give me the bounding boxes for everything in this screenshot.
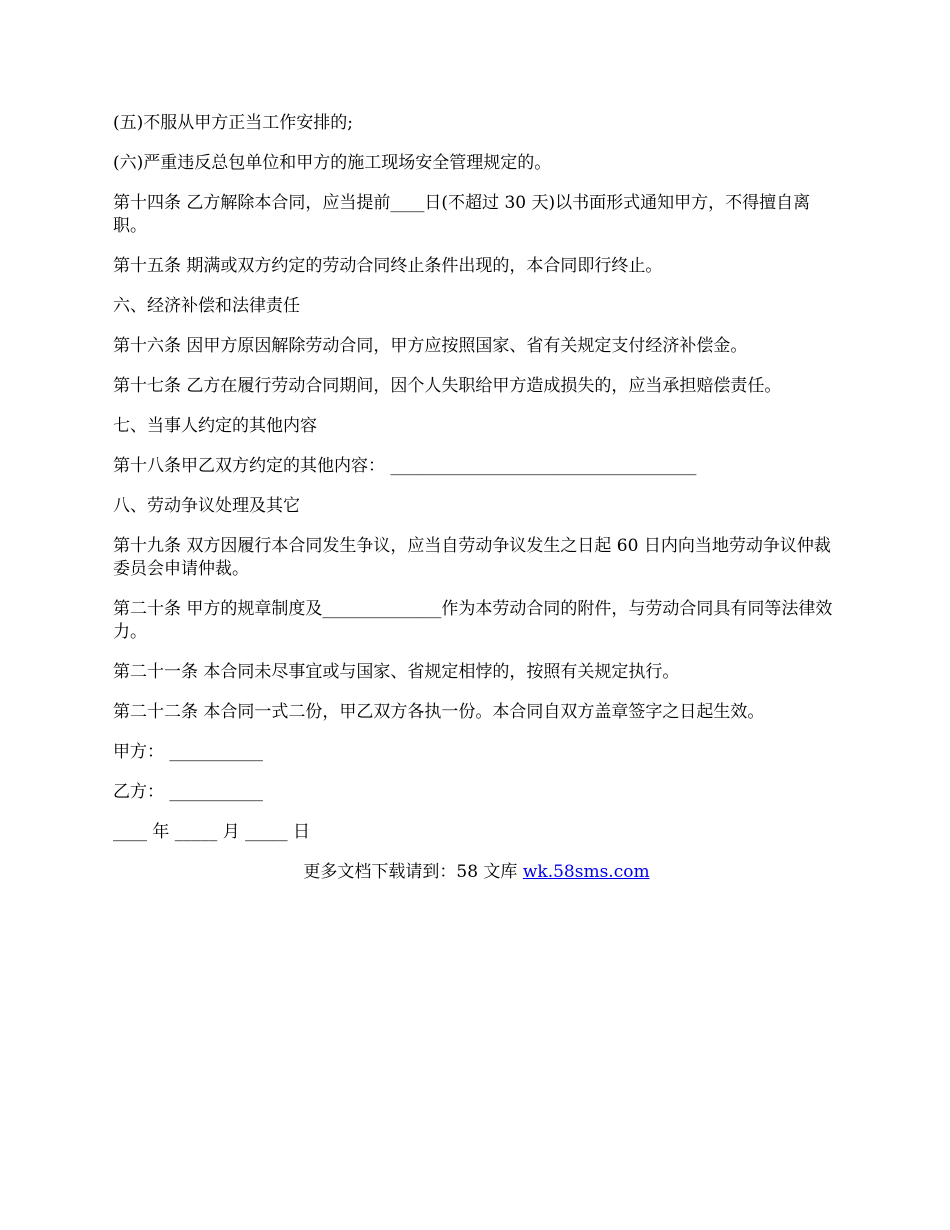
article-19: 第十九条 双方因履行本合同发生争议，应当自劳动争议发生之日起 60 日内向当地劳动争议仲裁委员会申请仲裁。 [113, 536, 831, 579]
article-17: 第十七条 乙方在履行劳动合同期间，因个人失职给甲方造成损失的，应当承担赔偿责任。 [113, 376, 782, 396]
clause-item-6: (六)严重违反总包单位和甲方的施工现场安全管理规定的。 [113, 153, 552, 173]
section-heading-7: 七、当事人约定的其他内容 [113, 416, 317, 436]
article-20: 第二十条 甲方的规章制度及______________作为本劳动合同的附件，与劳动合同具有同等法律效力。 [113, 599, 833, 642]
document-body [113, 112, 840, 901]
date-line: ____ 年 _____ 月 _____ 日 [113, 822, 311, 842]
article-22: 第二十二条 本合同一式二份，甲乙双方各执一份。本合同自双方盖章签字之日起生效。 [113, 702, 765, 722]
footer-prefix: 更多文档下载请到：58 文库 [303, 862, 523, 882]
footer-link[interactable]: wk.58sms.com [522, 862, 650, 882]
section-heading-6: 六、经济补偿和法律责任 [113, 296, 300, 316]
party-b-signature-line: 乙方： ___________ [113, 782, 263, 802]
party-a-signature-line: 甲方： ___________ [113, 742, 263, 762]
article-18: 第十八条甲乙双方约定的其他内容： ____________________________________ [113, 456, 697, 476]
clause-item-5: (五)不服从甲方正当工作安排的; [113, 113, 353, 133]
article-15: 第十五条 期满或双方约定的劳动合同终止条件出现的，本合同即行终止。 [113, 256, 663, 276]
article-16: 第十六条 因甲方原因解除劳动合同，甲方应按照国家、省有关规定支付经济补偿金。 [113, 336, 748, 356]
article-14: 第十四条 乙方解除本合同，应当提前____日(不超过 30 天)以书面形式通知甲方，不得擅自离职。 [113, 193, 811, 236]
article-21: 第二十一条 本合同未尽事宜或与国家、省规定相悖的，按照有关规定执行。 [113, 662, 680, 682]
section-heading-8: 八、劳动争议处理及其它 [113, 496, 300, 516]
footer-download-note [113, 861, 840, 884]
